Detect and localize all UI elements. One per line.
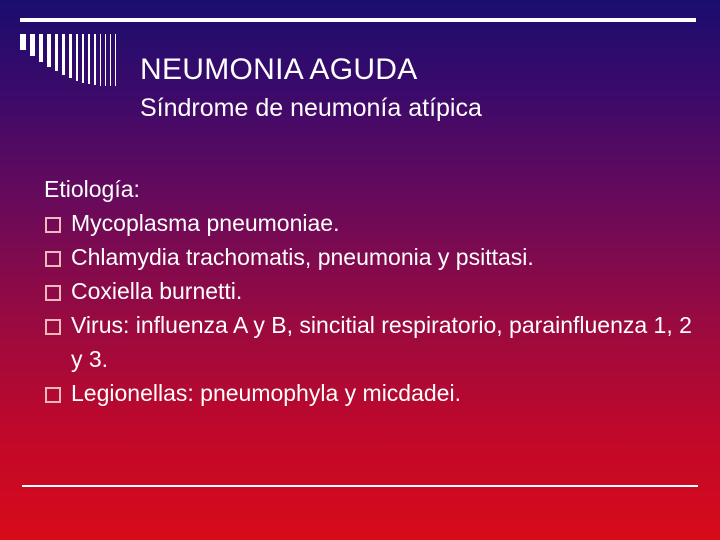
slide-title: NEUMONIA AGUDA — [140, 53, 418, 86]
list-item-text: Coxiella burnetti. — [71, 278, 243, 304]
list-item-text: Legionellas: pneumophyla y micdadei. — [71, 380, 461, 406]
list-item — [44, 308, 704, 376]
list-item — [44, 274, 704, 308]
hollow-square-bullet-icon — [45, 285, 61, 301]
slide-subtitle: Síndrome de neumonía atípica — [140, 94, 482, 122]
decorative-bars — [20, 34, 120, 86]
bottom-rule — [22, 485, 698, 487]
list-item — [44, 206, 704, 240]
list-item-text: Mycoplasma pneumoniae. — [71, 210, 340, 236]
list-item — [44, 240, 704, 274]
slide-body — [44, 172, 704, 410]
hollow-square-bullet-icon — [45, 217, 61, 233]
list-item-text: Chlamydia trachomatis, pneumonia y psittasi. — [71, 244, 534, 270]
list-item — [44, 376, 704, 410]
bullet-list — [44, 206, 704, 410]
hollow-square-bullet-icon — [45, 319, 61, 335]
hollow-square-bullet-icon — [45, 387, 61, 403]
top-rule — [20, 18, 696, 22]
intro-label: Etiología: — [44, 176, 140, 202]
list-item-text: Virus: influenza A y B, sincitial respiratorio, parainfluenza 1, 2 y 3. — [71, 312, 692, 372]
hollow-square-bullet-icon — [45, 251, 61, 267]
